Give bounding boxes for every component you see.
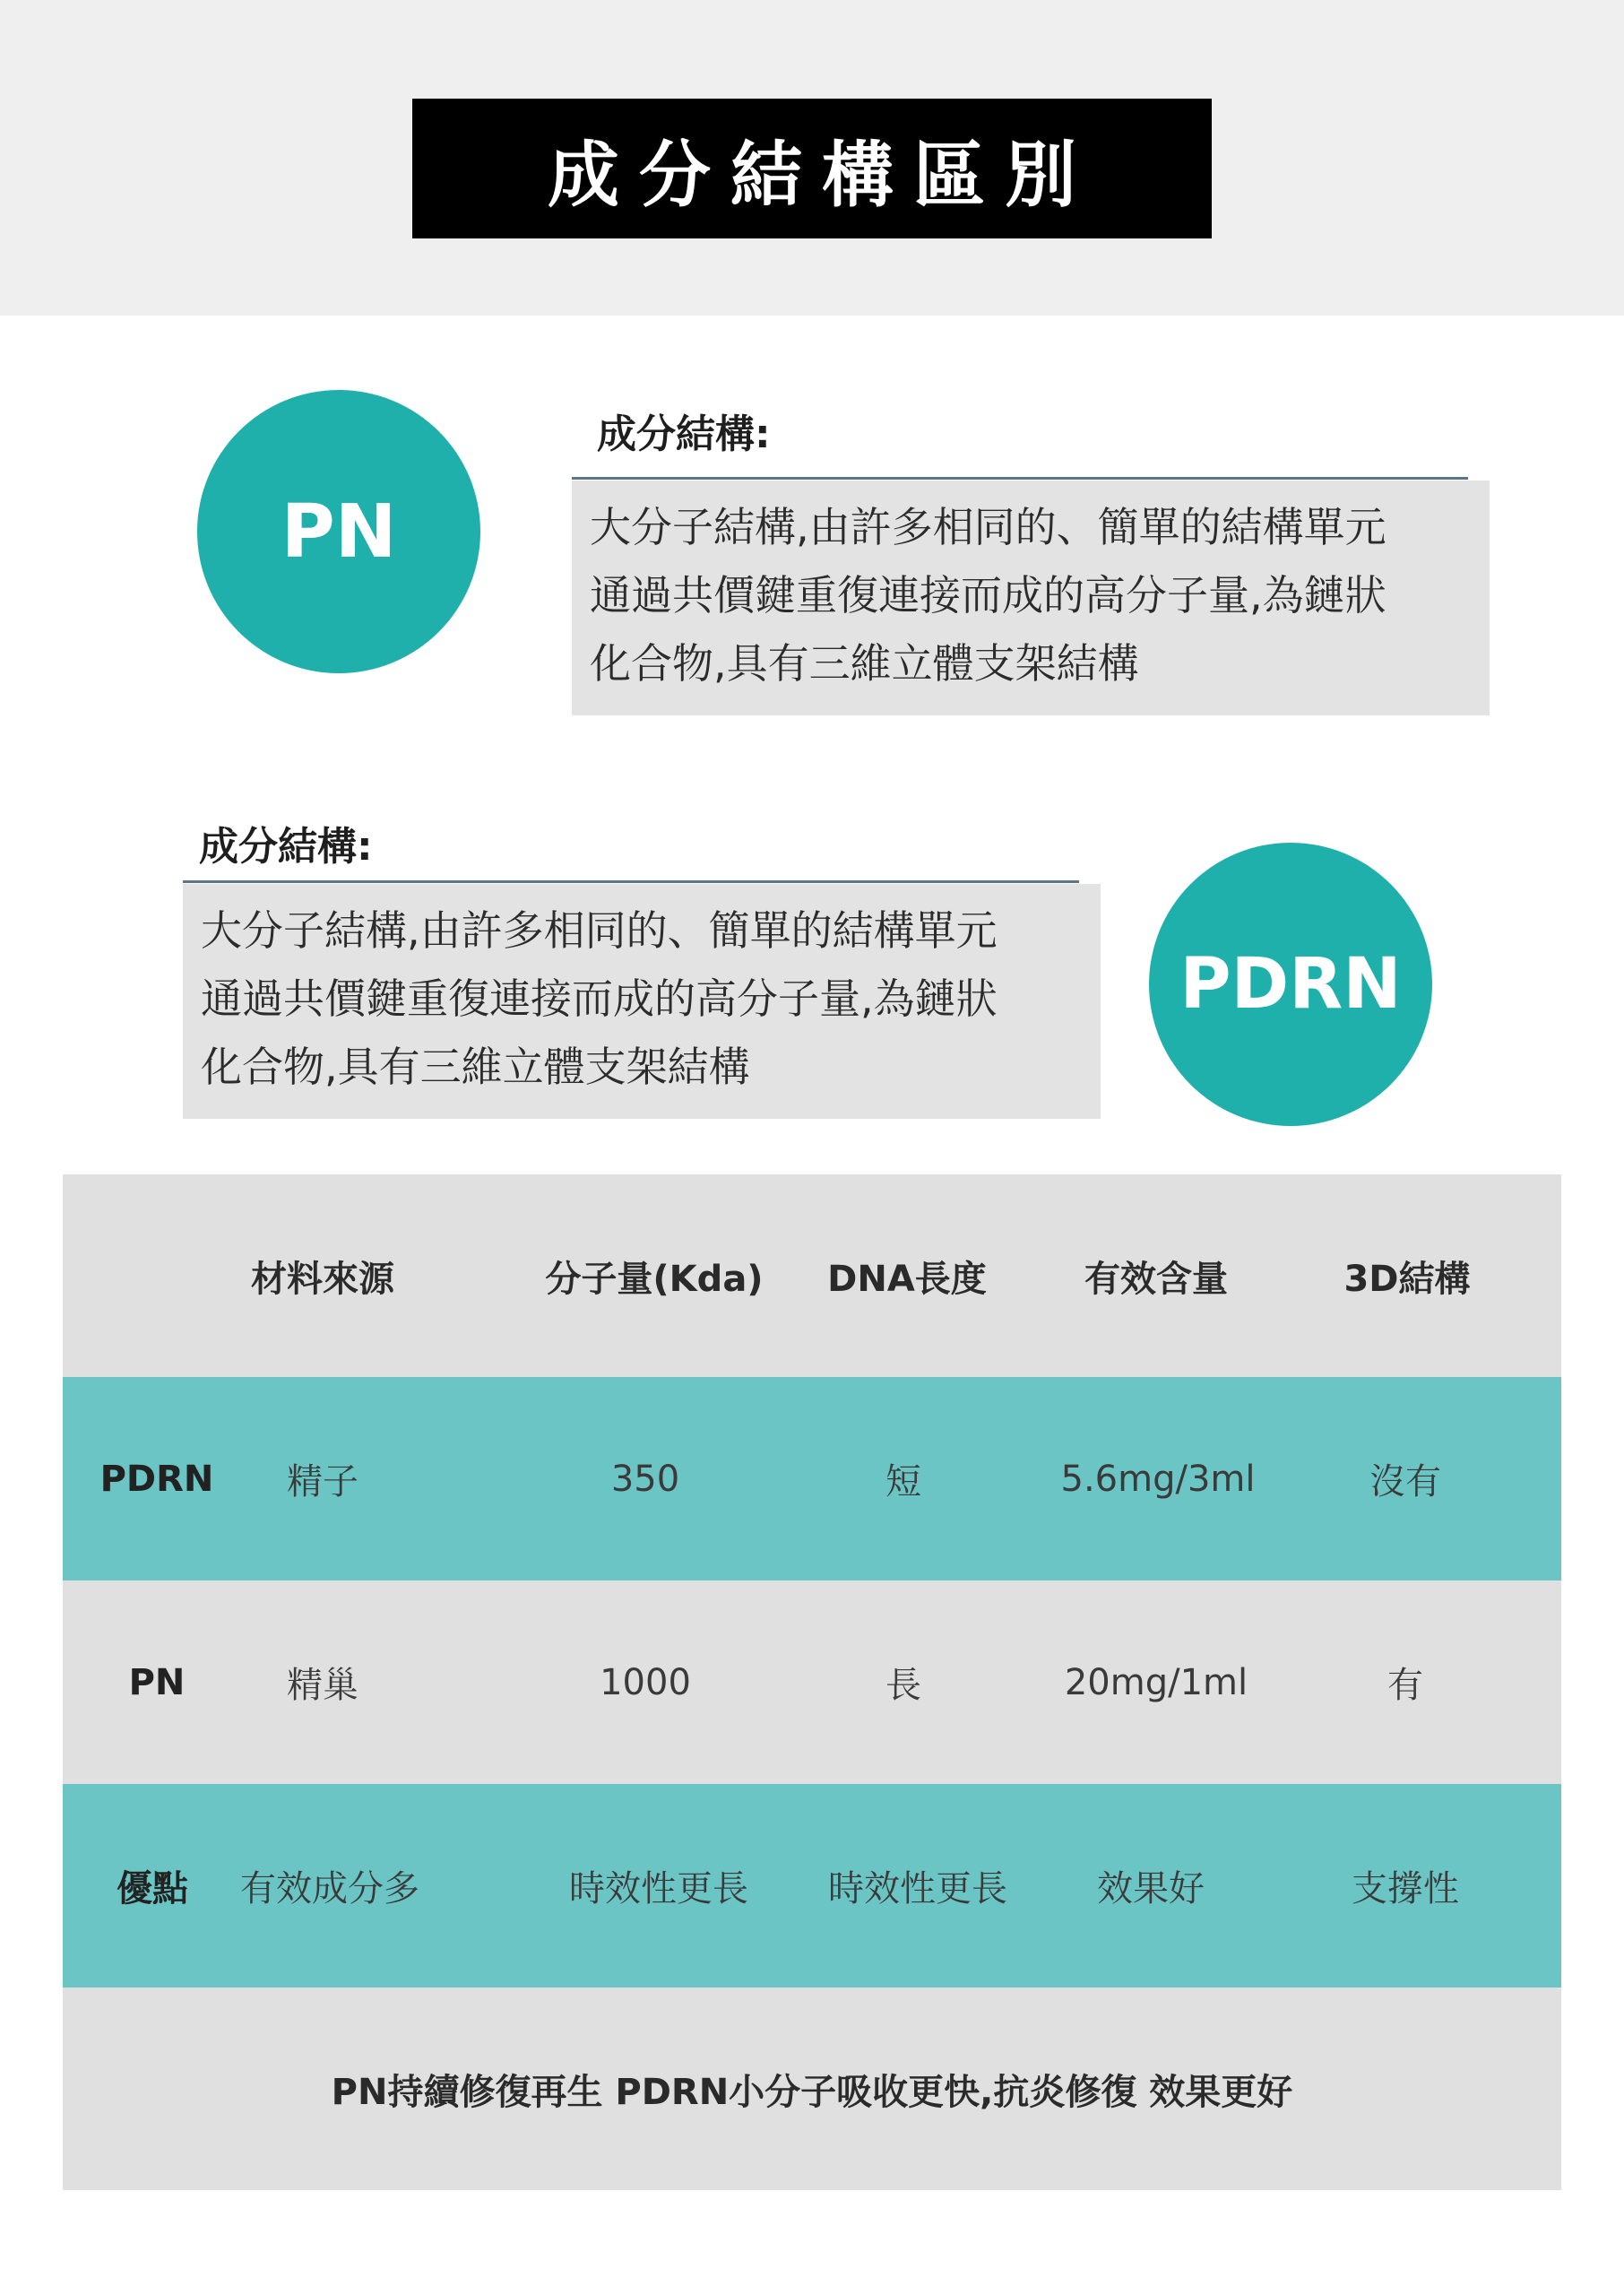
pn-description-line: 通過共價鍵重復連接而成的高分子量,為鏈狀 [590, 571, 1386, 619]
table-row [63, 1581, 1561, 1784]
table-footnote: PN持續修復再生 PDRN小分子吸收更快,抗炎修復 效果更好 [331, 2071, 1293, 2113]
pn-divider [572, 477, 1468, 480]
pdrn-badge-text: PDRN [1179, 944, 1402, 1025]
table-cell: 支撐性 [1352, 1868, 1459, 1910]
header-cell: 3D結構 [1343, 1258, 1471, 1300]
table-cell: 時效性更長 [828, 1868, 1007, 1910]
row-label: PN [128, 1661, 186, 1703]
pdrn-section-label: 成分結構: [199, 824, 373, 870]
table-cell: 精巢 [287, 1665, 358, 1706]
table-row [63, 1784, 1561, 1988]
table-cell: 有 [1387, 1665, 1423, 1706]
page-title: 成分結構區別 [548, 133, 1096, 217]
pn-section-label: 成分結構: [597, 411, 771, 457]
pdrn-description-line: 大分子結構,由許多相同的、簡單的結構單元 [201, 906, 998, 955]
table-cell: 有效成分多 [240, 1868, 419, 1910]
comparison-table [63, 1174, 1561, 2190]
table-cell: 時效性更長 [569, 1868, 748, 1910]
table-cell: 5.6mg/3ml [1060, 1458, 1256, 1500]
pdrn-description-line: 通過共價鍵重復連接而成的高分子量,為鏈狀 [201, 974, 998, 1023]
pdrn-badge [1149, 843, 1432, 1126]
table-cell: 精子 [287, 1461, 358, 1503]
pdrn-description [183, 884, 1101, 1119]
pn-badge-text: PN [281, 489, 397, 575]
header-cell: 有效含量 [1084, 1258, 1228, 1300]
table-cell: 效果好 [1097, 1868, 1205, 1910]
table-cell: 1000 [600, 1661, 691, 1703]
pdrn-description-line: 化合物,具有三維立體支架結構 [201, 1043, 750, 1091]
title-banner [412, 99, 1212, 238]
row-label: 優點 [117, 1868, 188, 1910]
pn-description [572, 481, 1490, 715]
table-cell: 20mg/1ml [1064, 1661, 1248, 1703]
table-footnote-row [63, 1988, 1561, 2190]
row-label: PDRN [99, 1458, 214, 1500]
pn-badge [197, 390, 480, 673]
table-cell: 短 [885, 1461, 921, 1503]
table-cell: 長 [885, 1665, 921, 1706]
pn-description-line: 大分子結構,由許多相同的、簡單的結構單元 [590, 503, 1386, 551]
pn-description-line: 化合物,具有三維立體支架結構 [590, 639, 1139, 688]
table-row [63, 1377, 1561, 1581]
pdrn-divider [183, 880, 1079, 883]
table-cell: 沒有 [1369, 1461, 1441, 1503]
header-cell: 分子量(Kda) [545, 1258, 764, 1300]
header-cell: DNA長度 [827, 1258, 987, 1300]
header-cell: 材料來源 [251, 1258, 394, 1300]
table-cell: 350 [610, 1458, 680, 1500]
table-header-row [63, 1174, 1561, 1377]
